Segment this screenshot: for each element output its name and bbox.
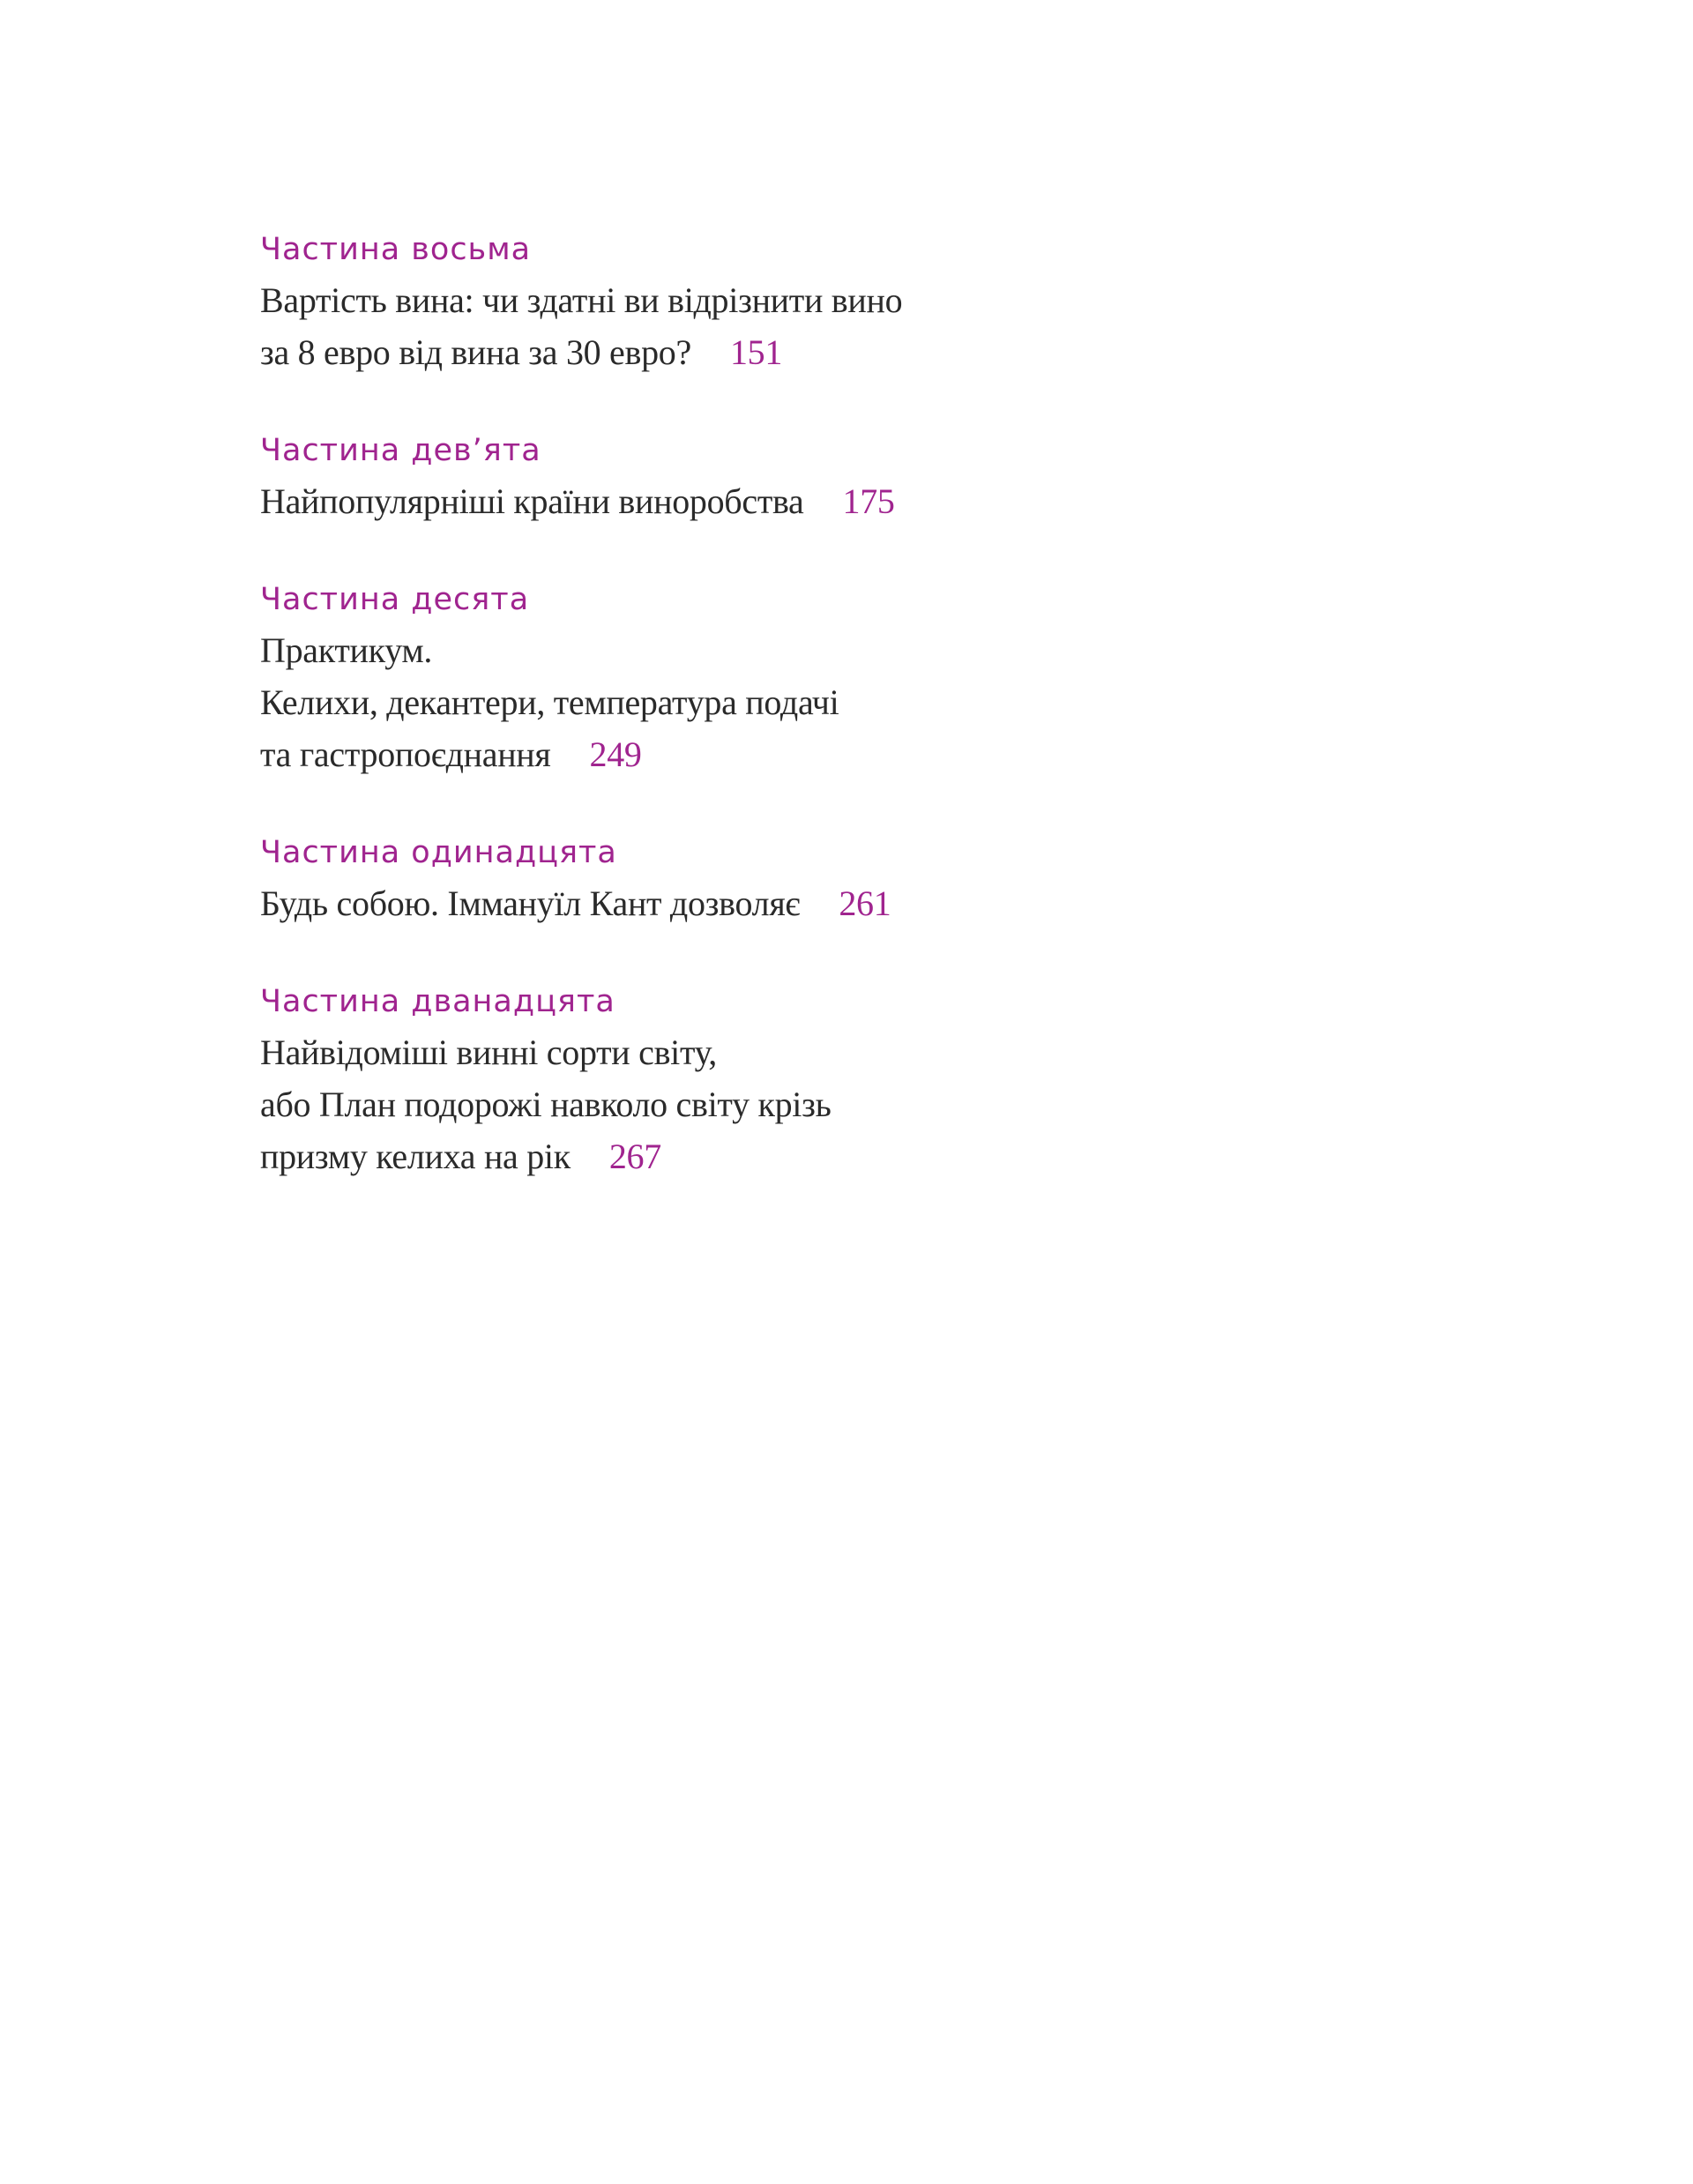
toc-entry-part-12 <box>260 977 1142 1182</box>
chapter-title-line <box>260 326 1142 378</box>
part-title: Частина одинадцята <box>260 835 617 870</box>
toc-entry-part-9 <box>260 426 1142 527</box>
chapter-title-line <box>260 1130 1142 1182</box>
page-number: 175 <box>842 481 895 521</box>
page-number: 151 <box>729 332 783 372</box>
chapter-title-line <box>260 728 1142 780</box>
page-number: 261 <box>839 883 891 923</box>
part-title: Частина десята <box>260 582 530 617</box>
part-title: Частина дев’ята <box>260 433 541 468</box>
table-of-contents <box>260 225 1142 1230</box>
page-number: 249 <box>589 734 642 774</box>
toc-entry-part-8 <box>260 225 1142 378</box>
chapter-title-line <box>260 475 1142 527</box>
chapter-title-line: або План подорожі навколо світу крізь <box>260 1085 832 1124</box>
chapter-title-text: та гастропоєднання <box>260 734 551 774</box>
page-number: 267 <box>608 1137 661 1176</box>
chapter-title-line: Келихи, декантери, температура подачі <box>260 682 839 722</box>
chapter-title-line: Вартість вина: чи здатні ви відрізнити вино <box>260 280 903 320</box>
toc-entry-part-10 <box>260 575 1142 780</box>
chapter-title-text: призму келиха на рік <box>260 1137 571 1176</box>
chapter-title-text: Будь собою. Іммануїл Кант дозволяє <box>260 883 801 923</box>
chapter-title-text: за 8 евро від вина за 30 евро? <box>260 332 691 372</box>
part-title: Частина дванадцята <box>260 984 615 1019</box>
chapter-title-line: Практикум. <box>260 630 433 670</box>
chapter-title-text: Найпопулярніші країни виноробства <box>260 481 804 521</box>
part-title: Частина восьма <box>260 232 532 267</box>
toc-entry-part-11 <box>260 828 1142 929</box>
chapter-title-line <box>260 877 1142 929</box>
chapter-title-line: Найвідоміші винні сорти світу, <box>260 1032 718 1072</box>
